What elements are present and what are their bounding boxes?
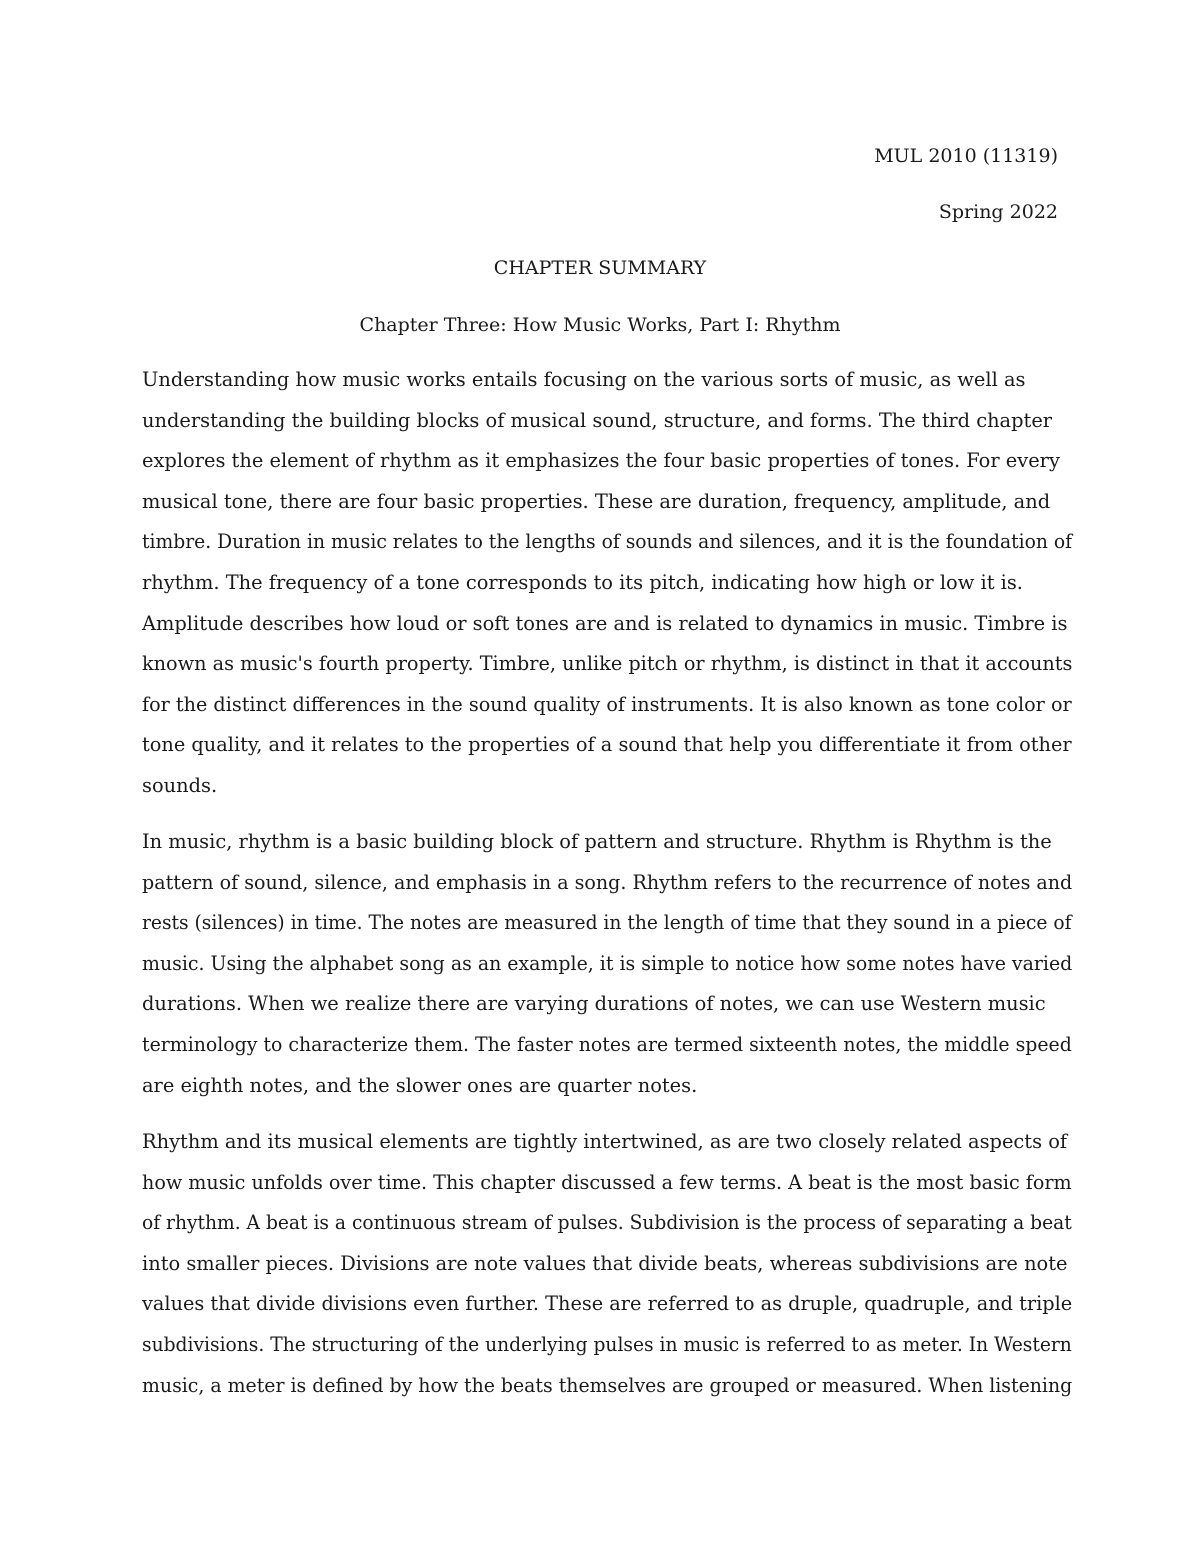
text-line: subdivisions. The structuring of the underlying pulses in music is referred to as meter. In Western bbox=[142, 1332, 1072, 1356]
text-line: music, a meter is defined by how the beats themselves are grouped or measured. When listening bbox=[142, 1373, 1073, 1397]
paragraph-1 bbox=[142, 360, 1072, 807]
text-line: values that divide divisions even further. These are referred to as druple, quadruple, and triple bbox=[142, 1292, 1073, 1316]
text-line: Rhythm and its musical elements are tightly intertwined, as are two closely related aspects of bbox=[142, 1130, 1068, 1153]
text-line: understanding the building blocks of musical sound, structure, and forms. The third chapter bbox=[142, 408, 1053, 432]
text-line: Understanding how music works entails focusing on the various sorts of music, as well as bbox=[142, 368, 1026, 391]
document-title: CHAPTER SUMMARY bbox=[493, 257, 707, 279]
text-line: musical tone, there are four basic properties. These are duration, frequency, amplitude, and bbox=[142, 489, 1051, 513]
text-line: are eighth notes, and the slower ones are quarter notes. bbox=[142, 1073, 698, 1097]
text-line: In music, rhythm is a basic building block of pattern and structure. Rhythm is Rhythm is the bbox=[142, 830, 1052, 853]
text-line: into smaller pieces. Divisions are note values that divide beats, whereas subdivisions are note bbox=[142, 1251, 1068, 1275]
text-line: of rhythm. A beat is a continuous stream of pulses. Subdivision is the process of separating a beat bbox=[142, 1211, 1072, 1235]
text-line: terminology to characterize them. The faster notes are termed sixteenth notes, the middle speed bbox=[142, 1032, 1072, 1056]
text-line: sounds. bbox=[142, 773, 218, 797]
text-line: rests (silences) in time. The notes are measured in the length of time that they sound in a piece of bbox=[142, 911, 1072, 935]
text-line: music. Using the alphabet song as an example, it is simple to notice how some notes have varied bbox=[142, 951, 1073, 975]
term-label: Spring 2022 bbox=[938, 201, 1058, 223]
chapter-subtitle: Chapter Three: How Music Works, Part I: Rhythm bbox=[359, 314, 841, 336]
text-line: explores the element of rhythm as it emphasizes the four basic properties of tones. For every bbox=[142, 449, 1060, 473]
text-line: tone quality, and it relates to the properties of a sound that help you differentiate it from other bbox=[142, 733, 1072, 757]
text-line: known as music's fourth property. Timbre, unlike pitch or rhythm, is distinct in that it accounts bbox=[142, 652, 1073, 676]
text-line: rhythm. The frequency of a tone corresponds to its pitch, indicating how high or low it is. bbox=[142, 570, 1023, 594]
paragraph-3 bbox=[142, 1122, 1072, 1406]
text-line: how music unfolds over time. This chapter discussed a few terms. A beat is the most basic form bbox=[142, 1170, 1072, 1194]
text-line: for the distinct differences in the sound quality of instruments. It is also known as tone color or bbox=[142, 692, 1072, 716]
text-line: timbre. Duration in music relates to the lengths of sounds and silences, and it is the foundation of bbox=[142, 530, 1073, 554]
text-line: pattern of sound, silence, and emphasis in a song. Rhythm refers to the recurrence of notes and bbox=[142, 870, 1073, 894]
course-code: MUL 2010 (11319) bbox=[874, 145, 1058, 167]
text-line: durations. When we realize there are varying durations of notes, we can use Western music bbox=[142, 992, 1046, 1016]
paragraph-2 bbox=[142, 822, 1072, 1106]
text-line: Amplitude describes how loud or soft tones are and is related to dynamics in music. Timbre is bbox=[142, 611, 1068, 635]
